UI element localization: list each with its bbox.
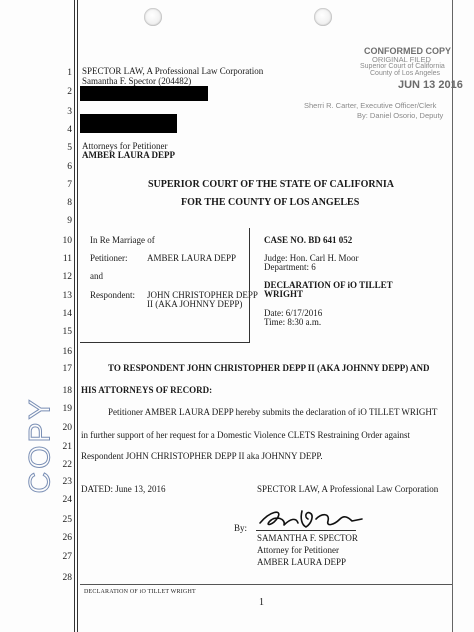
line-number: 8 [67, 198, 72, 208]
dated: DATED: June 13, 2016 [81, 484, 166, 494]
line-number: 4 [67, 125, 72, 135]
stamp-original-filed: ORIGINAL FILED [372, 55, 431, 64]
firm-name: SPECTOR LAW, A Professional Law Corporation [82, 66, 264, 76]
to-respondent-line: TO RESPONDENT JOHN CHRISTOPHER DEPP II (AKA JOHNNY DEPP) AND [108, 363, 430, 373]
client-name: AMBER LAURA DEPP [82, 150, 176, 160]
line-number: 9 [67, 216, 72, 226]
line-number: 24 [62, 495, 72, 505]
signer-name: SAMANTHA F. SPECTOR [257, 533, 358, 543]
stamp-officer: Sherri R. Carter, Executive Officer/Clerk [304, 101, 437, 110]
line-number: 13 [62, 291, 72, 301]
respondent-name-2: II (AKA JOHNNY DEPP) [147, 299, 243, 309]
and-label: and [90, 271, 103, 281]
line-number: 27 [62, 552, 72, 562]
signature-firm: SPECTOR LAW, A Professional Law Corporation [257, 484, 439, 494]
line-number: 12 [62, 272, 72, 282]
his-attorneys-line: HIS ATTORNEYS OF RECORD: [81, 385, 213, 395]
petitioner-name: AMBER LAURA DEPP [147, 253, 237, 263]
margin-line-right [452, 0, 453, 632]
line-number: 2 [67, 87, 72, 97]
line-number: 23 [62, 477, 72, 487]
attorney-name: Samantha F. Spector (204482) [82, 76, 192, 86]
petitioner-label: Petitioner: [90, 253, 128, 263]
redaction-line-3 [80, 114, 177, 133]
footer-title: DECLARATION OF iO TILLET WRIGHT [84, 589, 196, 595]
stamp-county: County of Los Angeles [370, 70, 441, 77]
margin-line-left-inner [77, 0, 78, 632]
body-para-line-2: in further support of her request for a Domestic Violence CLETS Restraining Order against [81, 430, 410, 440]
line-number: 6 [67, 162, 72, 172]
line-number: 25 [62, 515, 72, 525]
line-number: 20 [62, 423, 72, 433]
line-number: 17 [62, 364, 72, 374]
line-number: 1 [67, 68, 72, 78]
line-number: 11 [62, 254, 72, 264]
by-label: By: [234, 523, 248, 533]
line-number: 15 [62, 327, 72, 337]
redaction-line-2 [80, 86, 208, 101]
punch-hole-right [314, 8, 332, 26]
signer-role: Attorney for Petitioner [257, 545, 339, 555]
stamp-date: JUN 13 2016 [398, 79, 463, 91]
document-title-1: DECLARATION OF iO TILLET [264, 280, 393, 290]
page-number: 1 [259, 597, 264, 608]
handwritten-signature [256, 505, 366, 533]
caption-bottom-rule [80, 342, 249, 343]
stamp-conformed: CONFORMED COPY [364, 46, 452, 56]
line-number: 3 [67, 107, 72, 117]
line-number: 21 [62, 442, 72, 452]
line-number: 7 [67, 180, 72, 190]
line-number: 16 [62, 347, 72, 357]
line-number: 28 [62, 573, 72, 583]
signature-rule [256, 530, 356, 531]
line-number: 14 [62, 309, 72, 319]
stamp-court: Superior Court of California [360, 63, 445, 70]
in-re: In Re Marriage of [90, 235, 155, 245]
line-number: 18 [62, 386, 72, 396]
judge: Judge: Hon. Carl H. Moor [264, 253, 359, 263]
line-number: 22 [62, 460, 72, 470]
signer-client: AMBER LAURA DEPP [257, 557, 347, 567]
respondent-label: Respondent: [90, 290, 135, 300]
line-number: 19 [62, 404, 72, 414]
department: Department: 6 [264, 262, 316, 272]
respondent-name-1: JOHN CHRISTOPHER DEPP [147, 290, 258, 300]
punch-hole-left [144, 8, 162, 26]
body-para-line-1: Petitioner AMBER LAURA DEPP hereby submits the declaration of iO TILLET WRIGHT [108, 407, 438, 417]
margin-line-left-outer [74, 0, 75, 632]
line-number: 10 [62, 236, 72, 246]
footer-rule [80, 584, 452, 585]
attorneys-for: Attorneys for Petitioner [82, 141, 168, 151]
hearing-date: Date: 6/17/2016 [264, 308, 323, 318]
line-number: 5 [67, 143, 72, 153]
court-county: FOR THE COUNTY OF LOS ANGELES [181, 197, 360, 208]
hearing-time: Time: 8:30 a.m. [264, 317, 322, 327]
caption-divider [249, 228, 250, 343]
copy-watermark: COPY [23, 396, 57, 494]
line-number: 26 [62, 533, 72, 543]
document-title-2: WRIGHT [264, 289, 304, 299]
body-para-line-3: Respondent JOHN CHRISTOPHER DEPP II aka JOHNNY DEPP. [81, 451, 323, 461]
stamp-deputy: By: Daniel Osorio, Deputy [357, 111, 444, 120]
case-number: CASE NO. BD 641 052 [264, 235, 353, 245]
court-name: SUPERIOR COURT OF THE STATE OF CALIFORNIA [148, 179, 394, 190]
